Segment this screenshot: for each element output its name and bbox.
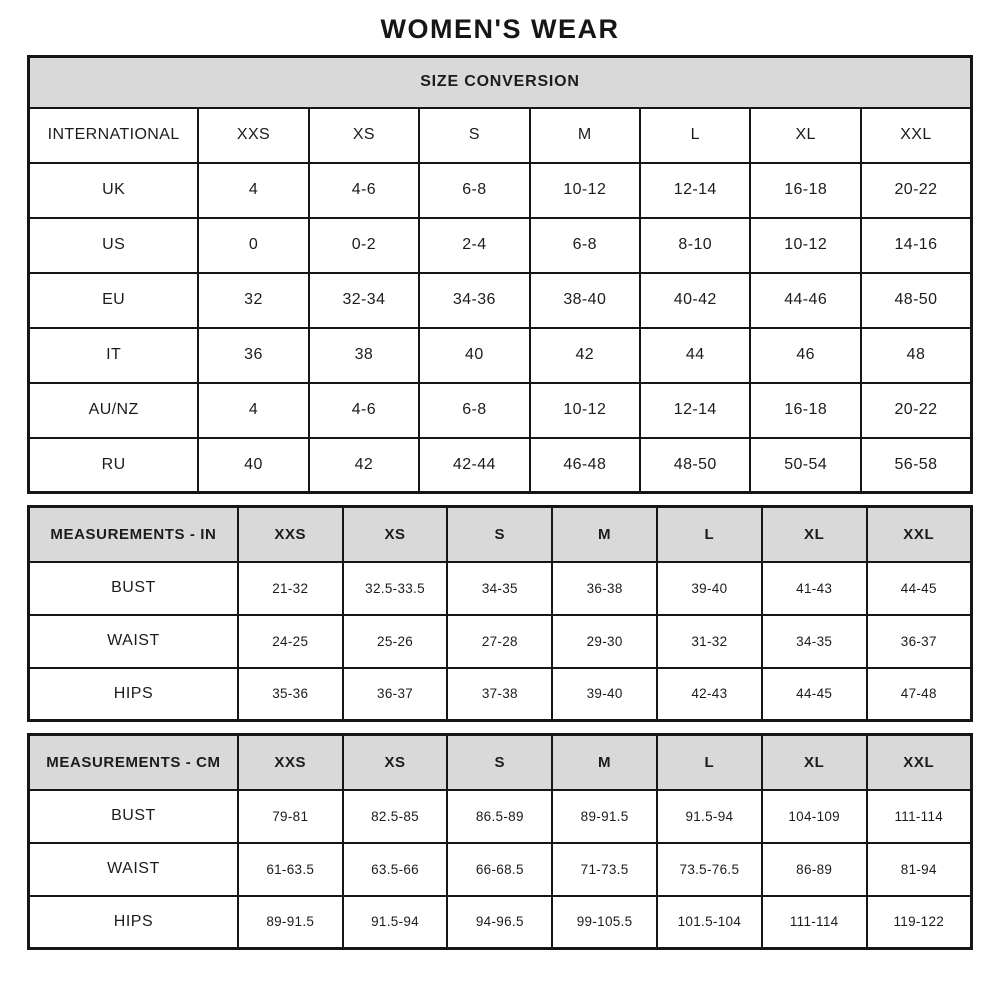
size-column-header: XXS <box>238 735 343 790</box>
value-cell: 0 <box>198 218 308 273</box>
table-header-row <box>29 735 972 790</box>
value-cell: 34-36 <box>419 273 529 328</box>
page-title: WOMEN'S WEAR <box>380 14 620 44</box>
value-cell: 48 <box>861 328 972 383</box>
value-cell: 41-43 <box>762 562 867 615</box>
value-cell: 35-36 <box>238 668 343 721</box>
row-label: IT <box>29 328 199 383</box>
value-cell: 40 <box>419 328 529 383</box>
value-cell: 94-96.5 <box>447 896 552 949</box>
value-cell: 42 <box>530 328 640 383</box>
measurements-cm-table <box>27 733 973 950</box>
value-cell: 73.5-76.5 <box>657 843 762 896</box>
value-cell: 14-16 <box>861 218 972 273</box>
row-label: WAIST <box>29 843 238 896</box>
value-cell: 4 <box>198 383 308 438</box>
value-cell: 48-50 <box>861 273 972 328</box>
table-row <box>29 562 972 615</box>
value-cell: 63.5-66 <box>343 843 448 896</box>
table-header-row <box>29 108 972 163</box>
value-cell: 27-28 <box>447 615 552 668</box>
size-column-header: S <box>419 108 529 163</box>
size-column-header: M <box>552 735 657 790</box>
size-column-header: L <box>640 108 750 163</box>
value-cell: 61-63.5 <box>238 843 343 896</box>
row-label: US <box>29 218 199 273</box>
value-cell: 47-48 <box>867 668 972 721</box>
table-row <box>29 615 972 668</box>
table-title-band <box>29 57 972 108</box>
value-cell: 31-32 <box>657 615 762 668</box>
table-row <box>29 668 972 721</box>
size-column-header: XL <box>750 108 860 163</box>
size-column-header: M <box>530 108 640 163</box>
value-cell: 4-6 <box>309 163 419 218</box>
value-cell: 50-54 <box>750 438 860 493</box>
value-cell: 37-38 <box>447 668 552 721</box>
value-cell: 89-91.5 <box>552 790 657 843</box>
row-label: AU/NZ <box>29 383 199 438</box>
value-cell: 86.5-89 <box>447 790 552 843</box>
value-cell: 66-68.5 <box>447 843 552 896</box>
value-cell: 38-40 <box>530 273 640 328</box>
value-cell: 6-8 <box>419 163 529 218</box>
value-cell: 44-46 <box>750 273 860 328</box>
value-cell: 91.5-94 <box>657 790 762 843</box>
value-cell: 86-89 <box>762 843 867 896</box>
value-cell: 44-45 <box>762 668 867 721</box>
value-cell: 56-58 <box>861 438 972 493</box>
size-column-header: L <box>657 507 762 562</box>
table-row <box>29 328 972 383</box>
size-column-header: XS <box>343 507 448 562</box>
table-row <box>29 273 972 328</box>
value-cell: 46 <box>750 328 860 383</box>
size-column-header: S <box>447 507 552 562</box>
value-cell: 111-114 <box>762 896 867 949</box>
size-conversion-table <box>27 55 973 494</box>
size-column-header: XXL <box>861 108 972 163</box>
value-cell: 6-8 <box>419 383 529 438</box>
value-cell: 10-12 <box>750 218 860 273</box>
size-column-header: XXL <box>867 507 972 562</box>
value-cell: 82.5-85 <box>343 790 448 843</box>
value-cell: 40 <box>198 438 308 493</box>
value-cell: 119-122 <box>867 896 972 949</box>
size-column-header: L <box>657 735 762 790</box>
row-label: EU <box>29 273 199 328</box>
value-cell: 10-12 <box>530 383 640 438</box>
row-label-header: MEASUREMENTS - CM <box>29 735 238 790</box>
row-label-header: INTERNATIONAL <box>29 108 199 163</box>
value-cell: 39-40 <box>552 668 657 721</box>
value-cell: 39-40 <box>657 562 762 615</box>
value-cell: 34-35 <box>762 615 867 668</box>
value-cell: 46-48 <box>530 438 640 493</box>
value-cell: 32 <box>198 273 308 328</box>
table-row <box>29 218 972 273</box>
value-cell: 38 <box>309 328 419 383</box>
row-label: UK <box>29 163 199 218</box>
value-cell: 0-2 <box>309 218 419 273</box>
size-column-header: XS <box>309 108 419 163</box>
table-row <box>29 438 972 493</box>
value-cell: 16-18 <box>750 163 860 218</box>
size-column-header: XXS <box>198 108 308 163</box>
value-cell: 32.5-33.5 <box>343 562 448 615</box>
size-column-header: XL <box>762 735 867 790</box>
row-label: HIPS <box>29 668 238 721</box>
row-label: BUST <box>29 562 238 615</box>
size-column-header: XL <box>762 507 867 562</box>
measurements-in-table <box>27 505 973 722</box>
value-cell: 91.5-94 <box>343 896 448 949</box>
value-cell: 16-18 <box>750 383 860 438</box>
value-cell: 20-22 <box>861 383 972 438</box>
value-cell: 42-43 <box>657 668 762 721</box>
value-cell: 10-12 <box>530 163 640 218</box>
row-label: WAIST <box>29 615 238 668</box>
value-cell: 36 <box>198 328 308 383</box>
value-cell: 36-37 <box>343 668 448 721</box>
table-row <box>29 383 972 438</box>
table-row <box>29 163 972 218</box>
size-column-header: XXL <box>867 735 972 790</box>
value-cell: 104-109 <box>762 790 867 843</box>
value-cell: 4-6 <box>309 383 419 438</box>
value-cell: 42-44 <box>419 438 529 493</box>
value-cell: 29-30 <box>552 615 657 668</box>
value-cell: 4 <box>198 163 308 218</box>
table-row <box>29 843 972 896</box>
size-column-header: M <box>552 507 657 562</box>
value-cell: 81-94 <box>867 843 972 896</box>
value-cell: 12-14 <box>640 163 750 218</box>
value-cell: 34-35 <box>447 562 552 615</box>
value-cell: 25-26 <box>343 615 448 668</box>
value-cell: 40-42 <box>640 273 750 328</box>
row-label-header: MEASUREMENTS - IN <box>29 507 238 562</box>
row-label: RU <box>29 438 199 493</box>
row-label: BUST <box>29 790 238 843</box>
value-cell: 12-14 <box>640 383 750 438</box>
value-cell: 2-4 <box>419 218 529 273</box>
size-column-header: S <box>447 735 552 790</box>
size-column-header: XXS <box>238 507 343 562</box>
value-cell: 79-81 <box>238 790 343 843</box>
value-cell: 8-10 <box>640 218 750 273</box>
value-cell: 42 <box>309 438 419 493</box>
value-cell: 89-91.5 <box>238 896 343 949</box>
row-label: HIPS <box>29 896 238 949</box>
value-cell: 111-114 <box>867 790 972 843</box>
value-cell: 48-50 <box>640 438 750 493</box>
table-row <box>29 896 972 949</box>
value-cell: 24-25 <box>238 615 343 668</box>
value-cell: 36-38 <box>552 562 657 615</box>
value-cell: 6-8 <box>530 218 640 273</box>
value-cell: 32-34 <box>309 273 419 328</box>
table-title: SIZE CONVERSION <box>29 57 972 108</box>
value-cell: 44 <box>640 328 750 383</box>
value-cell: 99-105.5 <box>552 896 657 949</box>
value-cell: 44-45 <box>867 562 972 615</box>
value-cell: 21-32 <box>238 562 343 615</box>
table-header-row <box>29 507 972 562</box>
value-cell: 36-37 <box>867 615 972 668</box>
table-row <box>29 790 972 843</box>
value-cell: 101.5-104 <box>657 896 762 949</box>
value-cell: 20-22 <box>861 163 972 218</box>
value-cell: 71-73.5 <box>552 843 657 896</box>
size-column-header: XS <box>343 735 448 790</box>
